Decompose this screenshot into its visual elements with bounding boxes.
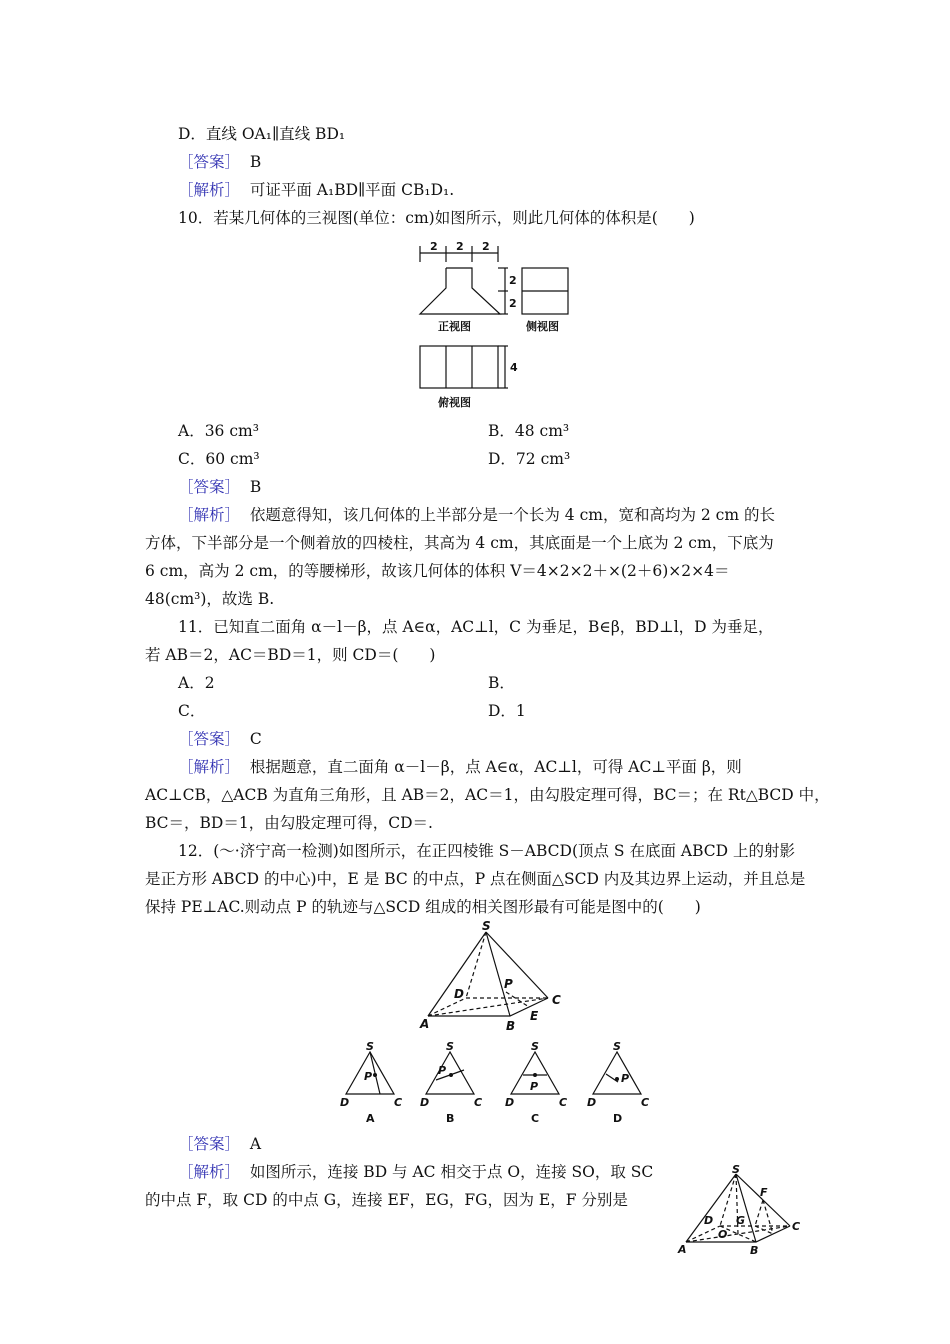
vertex-label: A (420, 1017, 430, 1031)
q11-answer (178, 729, 262, 749)
dim-label: 2 (509, 297, 517, 310)
front-view-label: 正视图 (438, 320, 471, 333)
choice-vertex-label: S (446, 1040, 454, 1053)
q10-option-b: B．48 cm³ (488, 422, 570, 440)
q11-option-c: C． (178, 702, 206, 720)
pyramid-solution-figure (678, 1163, 818, 1257)
dim-label: 2 (509, 274, 517, 287)
vertex-label: F (760, 1186, 768, 1199)
q10-explanation (178, 505, 775, 525)
q10-explanation-line: 6 cm，高为 2 cm，的等腰梯形，故该几何体的体积 V＝4×2×2＋×(2＋6)×2×4＝ (145, 562, 730, 580)
vertex-label: C (552, 993, 561, 1007)
choice-vertex-label: D (420, 1096, 430, 1109)
choice-vertex-label: D (505, 1096, 515, 1109)
vertex-label: A (678, 1243, 687, 1256)
side-view-label: 侧视图 (526, 320, 559, 333)
choice-letter: C (531, 1112, 540, 1125)
q11-stem: 11．已知直二面角 α－l－β，点 A∈α，AC⊥l，C 为垂足，B∈β，BD⊥l，D 为垂足， (178, 618, 774, 636)
pyramid-figure (418, 919, 568, 1034)
q10-explanation-line: 48(cm³)，故选 B. (145, 590, 275, 608)
choice-vertex-label: S (366, 1040, 374, 1053)
answer-tag: ［答案］ (178, 730, 241, 748)
choice-letter: B (446, 1112, 455, 1125)
explanation-text: 依题意得知，该几何体的上半部分是一个长为 4 cm，宽和高均为 2 cm 的长 (249, 506, 775, 524)
q12-stem-line: 是正方形 ABCD 的中心)中，E 是 BC 的中点，P 点在侧面△SCD 内及其边界上运动，并且总是 (145, 870, 806, 888)
explanation-text: 可证平面 A₁BD∥平面 CB₁D₁. (249, 181, 455, 199)
q11-explanation (178, 757, 742, 777)
explanation-tag: ［解析］ (178, 506, 241, 524)
vertex-label: S (482, 919, 491, 933)
vertex-label: C (792, 1220, 801, 1233)
choice-point-label: P (530, 1080, 539, 1093)
q11-explanation-line: BC＝，BD＝1，由勾股定理可得，CD＝. (145, 814, 433, 832)
choice-vertex-label: S (531, 1040, 539, 1053)
choice-vertex-label: D (340, 1096, 350, 1109)
vertex-label: D (704, 1214, 714, 1227)
choice-point-label: P (364, 1070, 373, 1083)
q10-answer (178, 477, 261, 497)
vertex-label: B (750, 1244, 759, 1257)
vertex-label: D (454, 987, 464, 1001)
three-view-figure (410, 236, 580, 416)
answer-tag: ［答案］ (178, 153, 241, 171)
q10-option-c: C．60 cm³ (178, 450, 260, 468)
choice-point-label: P (621, 1072, 630, 1085)
q10-option-a: A．36 cm³ (178, 422, 259, 440)
q9-option-d: D．直线 OA₁∥直线 BD₁ (178, 125, 346, 143)
answer-choices-figure (338, 1042, 658, 1124)
answer-tag: ［答案］ (178, 478, 241, 496)
q12-answer (178, 1134, 261, 1154)
vertex-label: G (736, 1214, 746, 1227)
answer-value: B (249, 153, 262, 171)
q12-explanation-line: 的中点 F，取 CD 的中点 G，连接 EF，EG，FG，因为 E，F 分别是 (145, 1191, 628, 1209)
choice-vertex-label: C (641, 1096, 650, 1109)
q12-stem-line: 保持 PE⊥AC.则动点 P 的轨迹与△SCD 组成的相关图形最有可能是图中的( ) (145, 898, 701, 916)
q11-explanation-line: AC⊥CB，△ACB 为直角三角形，且 AB＝2，AC＝1，由勾股定理可得，BC＝；在 Rt△BCD 中， (145, 786, 830, 804)
answer-tag: ［答案］ (178, 1135, 241, 1153)
q9-answer (178, 152, 261, 172)
choice-vertex-label: C (559, 1096, 568, 1109)
choice-vertex-label: D (587, 1096, 597, 1109)
q10-option-d: D．72 cm³ (488, 450, 571, 468)
dim-label: 2 (456, 240, 464, 253)
q12-explanation (178, 1162, 653, 1182)
q11-option-a: A．2 (178, 674, 215, 692)
choice-vertex-label: C (394, 1096, 403, 1109)
choice-vertex-label: C (474, 1096, 483, 1109)
vertex-label: O (718, 1228, 728, 1241)
q11-stem-line: 若 AB＝2，AC＝BD＝1，则 CD＝( ) (145, 646, 436, 664)
q9-explanation (178, 180, 454, 200)
q10-explanation-line: 方体，下半部分是一个侧着放的四棱柱，其高为 4 cm，其底面是一个上底为 2 cm，下底为 (145, 534, 774, 552)
explanation-tag: ［解析］ (178, 1163, 241, 1181)
vertex-label: E (530, 1009, 539, 1023)
explanation-tag: ［解析］ (178, 758, 241, 776)
answer-value: A (249, 1135, 262, 1153)
answer-value: B (249, 478, 262, 496)
dim-label: 4 (510, 361, 518, 374)
dim-label: 2 (482, 240, 490, 253)
vertex-label: P (504, 977, 513, 991)
answer-value: C (249, 730, 262, 748)
q11-option-d: D．1 (488, 702, 526, 720)
top-view-label: 俯视图 (438, 396, 471, 409)
explanation-tag: ［解析］ (178, 181, 241, 199)
vertex-label: B (506, 1019, 516, 1033)
q10-stem: 10．若某几何体的三视图(单位：cm)如图所示，则此几何体的体积是( ) (178, 209, 695, 227)
explanation-text: 如图所示，连接 BD 与 AC 相交于点 O，连接 SO，取 SC (249, 1163, 654, 1181)
dim-label: 2 (430, 240, 438, 253)
choice-vertex-label: S (613, 1040, 621, 1053)
q11-option-b: B． (488, 674, 515, 692)
explanation-text: 根据题意，直二面角 α－l－β，点 A∈α，AC⊥l，可得 AC⊥平面 β，则 (249, 758, 742, 776)
choice-letter: A (366, 1112, 375, 1125)
choice-point-label: P (438, 1064, 447, 1077)
choice-letter: D (613, 1112, 623, 1125)
q12-stem: 12．(～·济宁高一检测)如图所示，在正四棱锥 S－ABCD(顶点 S 在底面 ABCD 上的射影 (178, 842, 795, 860)
vertex-label: S (732, 1163, 740, 1176)
